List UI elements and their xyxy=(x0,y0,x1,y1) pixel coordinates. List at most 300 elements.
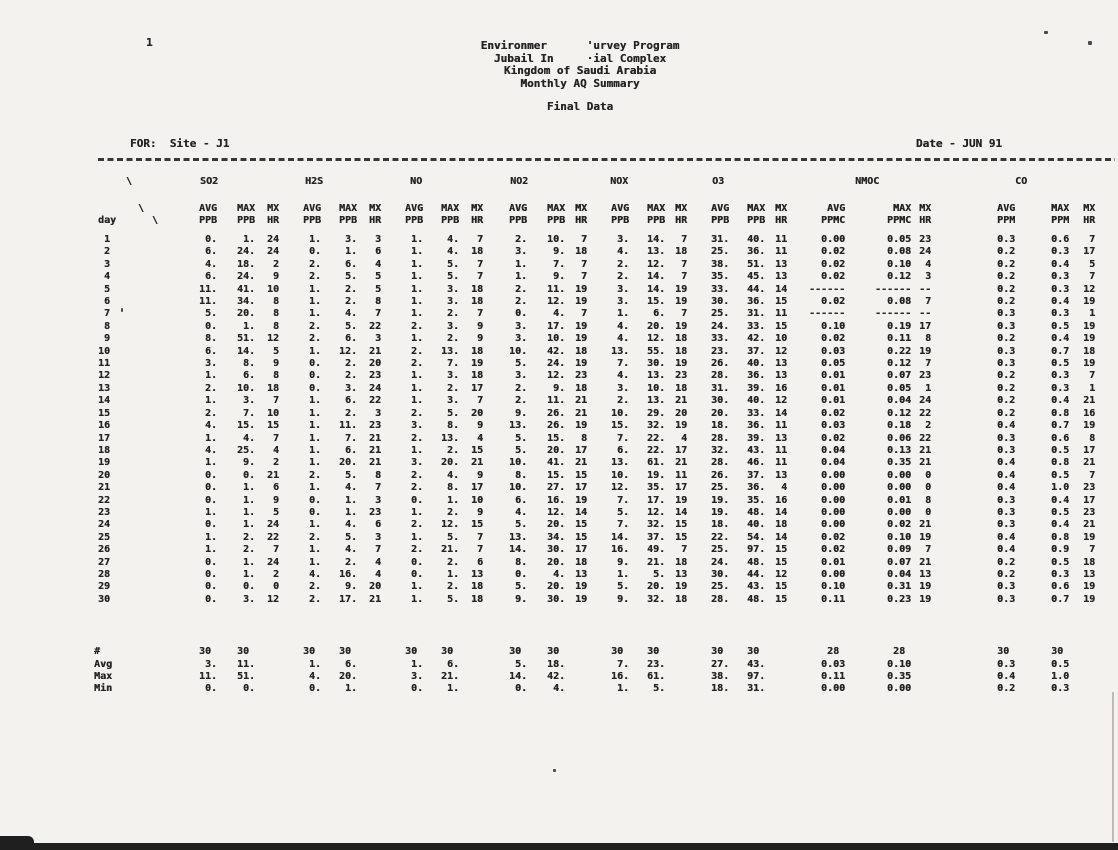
value-cell: 0.3 xyxy=(1051,568,1070,580)
value-cell: 17 xyxy=(1083,444,1096,456)
value-cell: 0.5 xyxy=(1051,469,1070,481)
value-cell: 0.00 xyxy=(821,494,846,506)
value-cell: 0.4 xyxy=(997,544,1016,556)
value-cell: 0. xyxy=(204,581,217,593)
table-row-day-16 xyxy=(78,420,1096,432)
value-cell: 0.6 xyxy=(1051,581,1070,593)
value-cell: 31. xyxy=(711,382,730,394)
value-cell: 2. xyxy=(411,544,424,556)
value-cell: 13 xyxy=(775,432,788,444)
value-cell: 15 xyxy=(775,544,788,556)
value-cell: 20 xyxy=(471,407,484,419)
value-cell: 9. xyxy=(515,407,528,419)
value-cell xyxy=(666,646,688,658)
value-cell: 3. xyxy=(344,234,358,245)
unit-label: PPB xyxy=(198,215,217,226)
value-cell: 12 xyxy=(775,568,788,580)
value-cell: 3 xyxy=(375,407,382,419)
value-cell: 19 xyxy=(1083,593,1096,605)
value-cell: 3. xyxy=(204,358,217,370)
value-cell: 13. xyxy=(509,531,528,543)
value-cell: 12. xyxy=(647,506,666,518)
table-row-day-20 xyxy=(78,470,1096,482)
value-cell: 7 xyxy=(1089,544,1096,556)
value-cell: 7 xyxy=(581,308,588,320)
value-cell: 5. xyxy=(617,581,630,593)
scan-speck xyxy=(121,308,123,312)
value-cell: 30 xyxy=(236,646,249,658)
value-cell: 0.04 xyxy=(887,568,912,580)
value-cell: 4 xyxy=(375,556,382,568)
value-cell: 11. xyxy=(547,395,566,407)
unit-label: PPB xyxy=(338,215,358,226)
value-cell: 0. xyxy=(204,568,217,580)
day-cell: 1 xyxy=(103,234,110,245)
value-cell: 2. xyxy=(617,271,630,283)
value-cell: 19 xyxy=(1083,320,1096,332)
value-cell: 0.7 xyxy=(1051,345,1070,357)
value-cell: 8. xyxy=(204,333,217,345)
value-cell: 19 xyxy=(919,581,932,593)
value-cell: 10 xyxy=(775,333,788,345)
value-cell: 37. xyxy=(747,469,766,481)
value-cell: 35. xyxy=(747,494,766,506)
table-row-day-5 xyxy=(78,284,1096,296)
value-cell: 11. xyxy=(198,671,217,682)
value-cell: 1. xyxy=(242,320,255,332)
value-cell: 0.02 xyxy=(821,246,846,258)
value-cell: 4 xyxy=(477,432,484,444)
value-cell: 19. xyxy=(647,469,666,481)
value-cell: 1. xyxy=(411,370,424,382)
value-cell xyxy=(912,646,932,658)
value-cell: 6. xyxy=(447,658,460,670)
value-cell: 5 xyxy=(375,283,382,295)
value-cell xyxy=(256,659,280,671)
value-cell: 44. xyxy=(747,568,766,580)
value-cell: 13 xyxy=(1083,568,1096,580)
spacer-cell xyxy=(112,358,182,370)
value-cell xyxy=(256,683,280,695)
value-cell: 4. xyxy=(515,506,528,518)
value-cell: 30. xyxy=(711,296,730,308)
value-cell: 0. xyxy=(242,683,255,695)
value-cell: 2. xyxy=(515,234,528,245)
value-cell: 2. xyxy=(411,432,424,444)
value-cell: 8 xyxy=(272,296,280,308)
value-cell xyxy=(766,659,788,671)
scan-speck xyxy=(1044,31,1048,34)
value-cell: 10. xyxy=(236,382,255,394)
value-cell: 44. xyxy=(747,283,766,295)
value-cell: 1. xyxy=(308,658,322,670)
value-cell: 0.4 xyxy=(1051,333,1070,345)
value-cell xyxy=(666,671,688,683)
value-cell: 12. xyxy=(611,482,630,494)
day-cell: 13 xyxy=(97,382,110,394)
value-cell: 7 xyxy=(1089,370,1096,382)
value-cell: 0.18 xyxy=(887,420,912,432)
value-cell: 3. xyxy=(515,320,528,332)
value-cell: 7. xyxy=(617,358,630,370)
value-cell: 0.02 xyxy=(821,296,846,308)
spacer-cell xyxy=(112,519,182,531)
table-row-day-13 xyxy=(78,383,1096,395)
value-cell: 0.7 xyxy=(1051,420,1070,432)
value-cell: 7. xyxy=(617,432,630,444)
value-cell: 0.3 xyxy=(997,234,1016,245)
value-cell: 18 xyxy=(471,246,484,258)
value-cell: 4 xyxy=(375,568,382,580)
value-cell: 16 xyxy=(775,494,788,506)
value-cell: 12. xyxy=(440,519,460,531)
value-cell: 23 xyxy=(919,370,932,382)
value-cell: 5. xyxy=(617,506,630,518)
value-cell xyxy=(256,646,280,658)
value-cell: 36. xyxy=(747,246,766,258)
value-cell: 10. xyxy=(547,234,566,245)
value-cell: 27. xyxy=(711,658,730,670)
value-cell: 8 xyxy=(925,333,932,345)
value-cell: 12 xyxy=(775,345,788,357)
value-cell xyxy=(460,683,484,695)
value-cell: 0.10 xyxy=(887,658,912,670)
value-cell: 19 xyxy=(675,581,688,593)
subheader-max: MAX xyxy=(236,202,255,214)
value-cell: 1. xyxy=(411,333,424,345)
value-cell: 24 xyxy=(266,234,280,245)
value-cell: 30. xyxy=(547,544,566,556)
gap-cell xyxy=(78,606,1096,646)
value-cell: 9 xyxy=(477,506,484,518)
unit-label: HR xyxy=(1083,215,1096,226)
value-cell: 19. xyxy=(711,494,730,506)
value-cell xyxy=(766,683,788,695)
value-cell: 7 xyxy=(375,308,382,320)
unit-label: HR xyxy=(919,215,932,226)
value-cell: 6. xyxy=(344,658,358,670)
value-cell: 17 xyxy=(575,444,588,456)
value-cell: 0. xyxy=(204,482,217,494)
unit-label: PPB xyxy=(747,215,766,226)
day-cell: 16 xyxy=(97,420,110,432)
value-cell: 0.01 xyxy=(821,382,846,394)
value-cell: 0.05 xyxy=(887,234,912,245)
value-cell: 5 xyxy=(1089,258,1096,270)
diagonal-mark: \ xyxy=(152,215,159,226)
value-cell: 13. xyxy=(509,420,528,432)
subheader-avg: AVG xyxy=(711,202,730,214)
value-cell: 0.23 xyxy=(887,593,912,605)
table-row-day-19 xyxy=(78,457,1096,469)
value-cell: 3. xyxy=(447,296,460,308)
value-cell: 0. xyxy=(242,469,255,481)
value-cell: 0.11 xyxy=(821,671,846,682)
value-cell: 48. xyxy=(747,556,766,568)
value-cell: 13. xyxy=(647,370,666,382)
value-cell: 15 xyxy=(775,296,788,308)
spacer-cell xyxy=(112,659,182,671)
value-cell: 10 xyxy=(266,283,280,295)
value-cell: 5. xyxy=(515,444,528,456)
value-cell: 1. xyxy=(344,683,358,695)
value-cell: 8 xyxy=(272,308,280,320)
value-cell: 3. xyxy=(204,658,217,670)
value-cell: 0 xyxy=(925,469,932,481)
value-cell: 13 xyxy=(775,358,788,370)
value-cell: 0. xyxy=(204,556,217,568)
value-cell: 0.5 xyxy=(1051,506,1070,518)
value-cell: 20 xyxy=(369,581,382,593)
value-cell: 16. xyxy=(611,671,630,682)
value-cell: 1. xyxy=(308,283,322,295)
value-cell: 19 xyxy=(675,420,688,432)
value-cell: 55. xyxy=(647,345,666,357)
value-cell: 7 xyxy=(681,258,688,270)
value-cell xyxy=(766,646,788,658)
value-cell: 42. xyxy=(547,671,566,682)
value-cell: 12 xyxy=(266,333,280,345)
value-cell: 1. xyxy=(204,544,217,556)
value-cell: 0. xyxy=(204,234,217,245)
subheader-avg: AVG xyxy=(302,202,322,214)
value-cell: 51. xyxy=(236,333,255,345)
value-cell: 15 xyxy=(675,531,688,543)
value-cell: 19 xyxy=(1083,296,1096,308)
spacer-cell xyxy=(112,259,182,271)
value-cell: 4. xyxy=(242,432,255,444)
value-cell: 8. xyxy=(447,420,460,432)
value-cell: 1. xyxy=(242,568,255,580)
value-cell: 3. xyxy=(242,395,255,407)
value-cell: 2. xyxy=(344,283,358,295)
spacer-cell xyxy=(112,284,182,296)
value-cell: 18 xyxy=(675,333,688,345)
value-cell: 0.19 xyxy=(887,320,912,332)
value-cell: 30 xyxy=(441,646,454,658)
value-cell: 26. xyxy=(711,358,730,370)
value-cell: 0.8 xyxy=(1051,457,1070,469)
subheader-avg: AVG xyxy=(611,202,630,214)
value-cell: 7 xyxy=(477,544,484,556)
value-cell: 23 xyxy=(369,420,382,432)
value-cell: 20. xyxy=(338,457,358,469)
value-cell: 7 xyxy=(1089,469,1096,481)
value-cell: 17. xyxy=(647,494,666,506)
value-cell: 38. xyxy=(711,258,730,270)
value-cell: 0. xyxy=(308,246,322,258)
value-cell: 15 xyxy=(675,519,688,531)
value-cell: 0.3 xyxy=(1051,246,1070,258)
value-cell: 1. xyxy=(515,271,528,283)
value-cell: 1. xyxy=(411,506,424,518)
value-cell: 20 xyxy=(369,358,382,370)
value-cell: 19 xyxy=(575,494,588,506)
value-cell: 11 xyxy=(775,246,788,258)
value-cell: 15. xyxy=(547,432,566,444)
value-cell: 17 xyxy=(1083,494,1096,506)
value-cell: 1. xyxy=(242,494,255,506)
value-cell: 6. xyxy=(344,444,358,456)
value-cell: 18 xyxy=(675,382,688,394)
value-cell: 24 xyxy=(919,246,932,258)
value-cell: 0.2 xyxy=(997,271,1016,283)
value-cell: 14 xyxy=(575,506,588,518)
value-cell: 13. xyxy=(440,345,460,357)
value-cell: 15 xyxy=(775,593,788,605)
value-cell: 7 xyxy=(477,395,484,407)
value-cell: 19 xyxy=(575,296,588,308)
value-cell: 15 xyxy=(775,320,788,332)
value-cell: 15. xyxy=(547,469,566,481)
value-cell: 4. xyxy=(617,370,630,382)
value-cell: 0.3 xyxy=(997,444,1016,456)
value-cell: 0.01 xyxy=(887,494,912,506)
value-cell: 48. xyxy=(747,593,766,605)
value-cell: 13 xyxy=(471,568,484,580)
value-cell: 1. xyxy=(411,593,424,605)
value-cell: 5. xyxy=(447,271,460,283)
value-cell: 0.01 xyxy=(821,556,846,568)
value-cell: 30 xyxy=(997,646,1010,658)
value-cell: 9 xyxy=(272,358,280,370)
value-cell: 7 xyxy=(681,308,688,320)
value-cell: 14. xyxy=(647,234,666,245)
value-cell: 10. xyxy=(611,407,630,419)
value-cell: 19 xyxy=(1083,581,1096,593)
value-cell: 5. xyxy=(447,593,460,605)
value-cell: 5. xyxy=(515,581,528,593)
value-cell: 10 xyxy=(471,494,484,506)
value-cell: 15 xyxy=(575,531,588,543)
value-cell: 6. xyxy=(344,258,358,270)
value-cell: 4. xyxy=(617,320,630,332)
document-title-line-3: Kingdom of Saudi Arabia xyxy=(503,64,657,78)
value-cell: 19 xyxy=(575,283,588,295)
value-cell: 24. xyxy=(711,320,730,332)
value-cell: 41. xyxy=(547,457,566,469)
value-cell: 2. xyxy=(411,469,424,481)
value-cell: 1. xyxy=(204,370,217,382)
value-cell: 36. xyxy=(747,420,766,432)
value-cell: 2. xyxy=(447,581,460,593)
subheader-mx: MX xyxy=(1083,202,1096,214)
value-cell: 10. xyxy=(509,482,528,494)
value-cell: 1. xyxy=(242,482,255,494)
value-cell xyxy=(766,671,788,683)
subheader-mx: MX xyxy=(266,202,280,214)
value-cell: 0.3 xyxy=(997,593,1016,605)
value-cell: 20. xyxy=(647,320,666,332)
unit-label: PPMC xyxy=(821,215,846,226)
value-cell: 36. xyxy=(747,296,766,308)
value-cell: 0.01 xyxy=(821,395,846,407)
spacer-cell xyxy=(112,234,182,246)
value-cell: 30 xyxy=(711,646,724,658)
spacer-cell xyxy=(112,495,182,507)
value-cell: 1. xyxy=(308,432,322,444)
value-cell: 7 xyxy=(477,271,484,283)
value-cell: 2. xyxy=(308,320,322,332)
scan-edge-line xyxy=(1112,692,1114,842)
value-cell: 21 xyxy=(575,457,588,469)
value-cell: 2. xyxy=(617,395,630,407)
value-cell: 1. xyxy=(411,283,424,295)
value-cell: 12. xyxy=(547,296,566,308)
value-cell: 0. xyxy=(308,370,322,382)
value-cell: 9 xyxy=(477,333,484,345)
value-cell: 36. xyxy=(747,370,766,382)
value-cell: 0. xyxy=(308,683,322,695)
day-cell: 4 xyxy=(103,271,110,283)
value-cell: 1. xyxy=(308,407,322,419)
value-cell: 0.3 xyxy=(997,358,1016,370)
spacer-cell xyxy=(112,470,182,482)
value-cell: 4 xyxy=(375,258,382,270)
value-cell: 1. xyxy=(411,246,424,258)
table-row-day-6 xyxy=(78,296,1096,308)
value-cell: 6 xyxy=(477,556,484,568)
value-cell: 7 xyxy=(681,234,688,245)
spacer-cell xyxy=(112,683,182,695)
value-cell: 0.11 xyxy=(821,593,846,605)
value-cell: 19 xyxy=(919,345,932,357)
value-cell: 1 xyxy=(1089,308,1096,320)
value-cell xyxy=(256,671,280,683)
value-cell: 1. xyxy=(411,658,424,670)
gas-column-header-no: NO xyxy=(410,176,423,187)
value-cell: 1. xyxy=(411,444,424,456)
value-cell: 15 xyxy=(266,420,280,432)
value-cell: 4. xyxy=(204,444,217,456)
day-cell: 26 xyxy=(97,544,110,556)
table-row-day-7 xyxy=(78,308,1096,320)
value-cell: 23. xyxy=(711,345,730,357)
value-cell: 0.02 xyxy=(821,271,846,283)
value-cell: 0. xyxy=(204,593,217,605)
value-cell: 1. xyxy=(308,234,322,245)
value-cell: 14. xyxy=(509,544,528,556)
diagonal-mark: \ xyxy=(138,202,145,214)
value-cell: 30 xyxy=(547,646,560,658)
value-cell: 0.3 xyxy=(997,345,1016,357)
value-cell: 0. xyxy=(308,358,322,370)
value-cell: 39. xyxy=(747,382,766,394)
value-cell: 19 xyxy=(1083,333,1096,345)
value-cell: 17. xyxy=(547,320,566,332)
value-cell: 0.00 xyxy=(821,683,846,695)
value-cell: 22. xyxy=(647,444,666,456)
value-cell: 2. xyxy=(242,531,255,543)
spacer-cell xyxy=(112,507,182,519)
value-cell xyxy=(358,683,382,695)
value-cell: 8. xyxy=(242,358,255,370)
value-cell: 24 xyxy=(266,246,280,258)
value-cell: 20. xyxy=(711,407,730,419)
value-cell: 4. xyxy=(617,246,630,258)
value-cell: 11 xyxy=(775,444,788,456)
value-cell: 11. xyxy=(236,658,255,670)
value-cell: 0.02 xyxy=(821,432,846,444)
value-cell: 40. xyxy=(747,358,766,370)
day-cell: 12 xyxy=(97,370,110,382)
value-cell: 40. xyxy=(747,234,766,245)
value-cell: 0.3 xyxy=(1051,308,1070,320)
value-cell: 0.12 xyxy=(887,358,912,370)
value-cell: 38. xyxy=(711,671,730,682)
value-cell: 21 xyxy=(369,457,382,469)
value-cell: 9 xyxy=(272,271,280,283)
